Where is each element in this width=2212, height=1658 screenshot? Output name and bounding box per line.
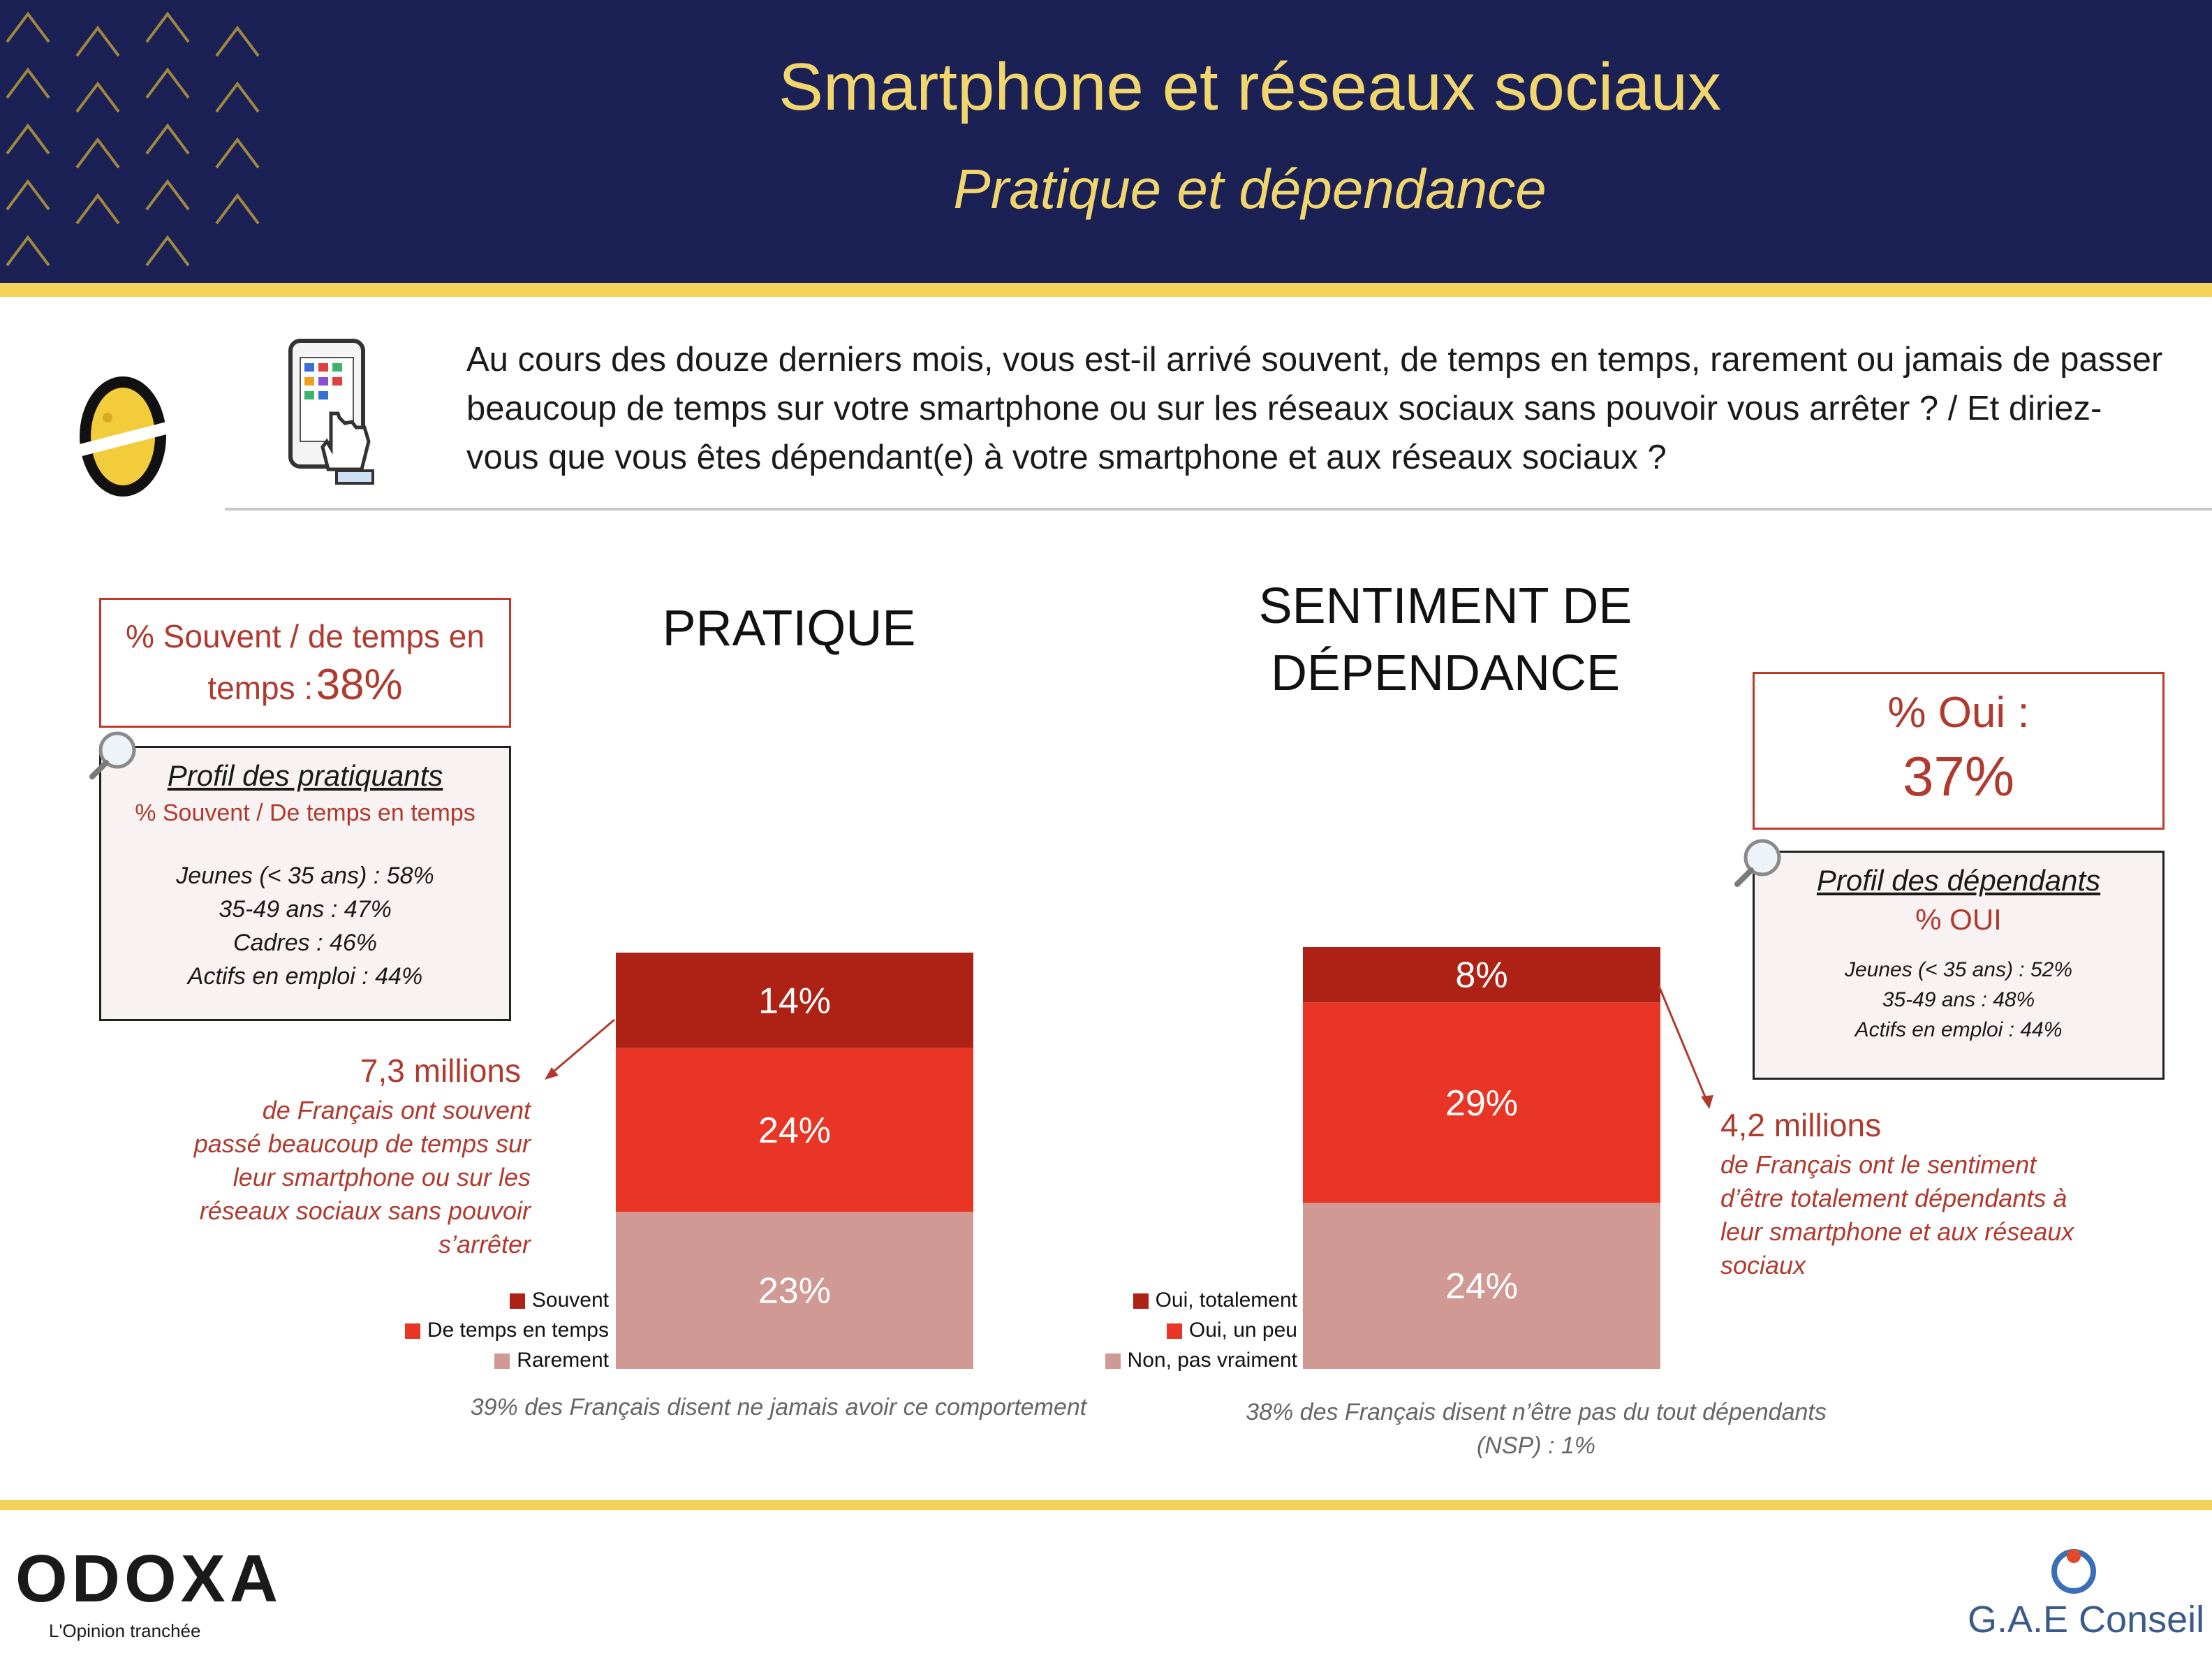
- pratique-kpi-label-line2: temps :: [207, 670, 314, 706]
- profile-item-35-49: 35-49 ans : 48%: [1882, 988, 2035, 1011]
- legend-dependance: [991, 1285, 1297, 1375]
- footnote-line: (NSP) : 1%: [1476, 1432, 1596, 1459]
- dependance-callout-arrow: [1659, 986, 1708, 1103]
- gae-logo-icon: [2046, 1541, 2102, 1597]
- legend-label-oui-un-peu: Oui, un peu: [1188, 1319, 1297, 1342]
- profile-item-actifs: Actifs en emploi : 44%: [1855, 1018, 2063, 1041]
- legend-label-non-pas-vraiment: Non, pas vraiment: [1127, 1349, 1297, 1372]
- profile-item-jeunes: Jeunes (< 35 ans) : 58%: [176, 863, 434, 889]
- pratique-callout-arrow: [549, 1020, 614, 1076]
- callout-line: réseaux sociaux sans pouvoir: [199, 1196, 531, 1225]
- callout-line: sociaux: [1720, 1251, 1806, 1279]
- profile-item-jeunes: Jeunes (< 35 ans) : 52%: [1844, 958, 2073, 981]
- bar-data-label: 23%: [758, 1270, 832, 1312]
- callout-line: de Français ont souvent: [262, 1096, 531, 1124]
- chart-pratique: [616, 953, 973, 1369]
- odoxa-tagline: L'Opinion tranchée: [49, 1620, 201, 1641]
- arrow-head-icon: [1701, 1095, 1713, 1109]
- chart-title-pratique: PRATIQUE: [662, 601, 916, 656]
- legend-label-souvent: Souvent: [531, 1289, 609, 1312]
- legend-swatch-souvent: [510, 1293, 525, 1309]
- pratique-kpi-value: 38%: [316, 661, 403, 709]
- legend-swatch-de-temps-en-temps: [405, 1323, 420, 1339]
- chart-dependance: [1303, 947, 1660, 1369]
- chart-title-line: SENTIMENT DE: [1258, 578, 1632, 634]
- legend-swatch-oui-totalement: [1133, 1293, 1149, 1309]
- dependance-callout-figure: 4,2 millions: [1720, 1107, 1882, 1143]
- pratiquants-profile-title: Profil des pratiquants: [167, 759, 443, 792]
- pratiquants-profile-subtitle: % Souvent / De temps en temps: [135, 800, 475, 826]
- page-subtitle: Pratique et dépendance: [953, 158, 1547, 220]
- legend-label-oui-totalement: Oui, totalement: [1155, 1289, 1297, 1312]
- dependance-kpi-value: 37%: [1902, 745, 2015, 807]
- callout-line: d’être totalement dépendants à: [1720, 1184, 2067, 1212]
- callout-line: leur smartphone et aux réseaux: [1720, 1217, 2074, 1246]
- legend-swatch-oui-un-peu: [1167, 1323, 1182, 1339]
- footnote-dependance: [1131, 1395, 1941, 1462]
- pratique-kpi-label-line1: % Souvent / de temps en: [126, 618, 485, 654]
- bar-data-label: 8%: [1455, 955, 1508, 996]
- gae-logo-text: G.A.E Conseil: [1968, 1599, 2205, 1641]
- dependants-profile-title: Profil des dépendants: [1816, 864, 2101, 897]
- bar-data-label: 24%: [1445, 1266, 1519, 1307]
- dependance-kpi-label: % Oui :: [1887, 689, 2030, 737]
- profile-item-actifs: Actifs en emploi : 44%: [187, 963, 423, 990]
- legend-pratique: [293, 1285, 609, 1375]
- footnote-line: 38% des Français disent n’être pas du tout dépendants: [1246, 1399, 1827, 1425]
- bar-data-label: 14%: [758, 981, 832, 1022]
- legend-swatch-rarement: [494, 1353, 510, 1369]
- footer-gold-line: [0, 1500, 2212, 1510]
- chart-title-line: DÉPENDANCE: [1270, 645, 1621, 701]
- odoxa-logo: ODOXA: [15, 1541, 283, 1616]
- callout-line: passé beaucoup de temps sur: [193, 1129, 531, 1158]
- bar-data-label: 29%: [1445, 1083, 1519, 1124]
- dependants-profile-subtitle: % OUI: [1915, 903, 2002, 936]
- profile-item-cadres: Cadres : 46%: [233, 930, 377, 956]
- profile-item-35-49: 35-49 ans : 47%: [219, 896, 392, 923]
- survey-question: Au cours des douze derniers mois, vous est-il arrivé souvent, de temps en temps, rarement ou jamais de passer beaucoup de temps sur votre smartphone ou sur les réseaux sociaux sans pouvoir vous arrêter ? / Et diriez-vous que vous êtes dépendant(e) à votre smartphone et aux réseaux sociaux ?: [466, 341, 2163, 476]
- page-title: Smartphone et réseaux sociaux: [778, 50, 1722, 124]
- legend-label-rarement: Rarement: [517, 1349, 609, 1372]
- legend-label-de-temps-en-temps: De temps en temps: [427, 1319, 609, 1342]
- bar-data-label: 24%: [758, 1110, 832, 1152]
- legend-swatch-non-pas-vraiment: [1105, 1353, 1121, 1369]
- callout-line: s’arrêter: [438, 1230, 531, 1259]
- callout-line: de Français ont le sentiment: [1720, 1150, 2037, 1179]
- footnote-pratique: 39% des Français disent ne jamais avoir ce comportement: [470, 1394, 1087, 1421]
- pratique-callout-figure: 7,3 millions: [360, 1052, 521, 1089]
- callout-line: leur smartphone ou sur les: [233, 1163, 531, 1191]
